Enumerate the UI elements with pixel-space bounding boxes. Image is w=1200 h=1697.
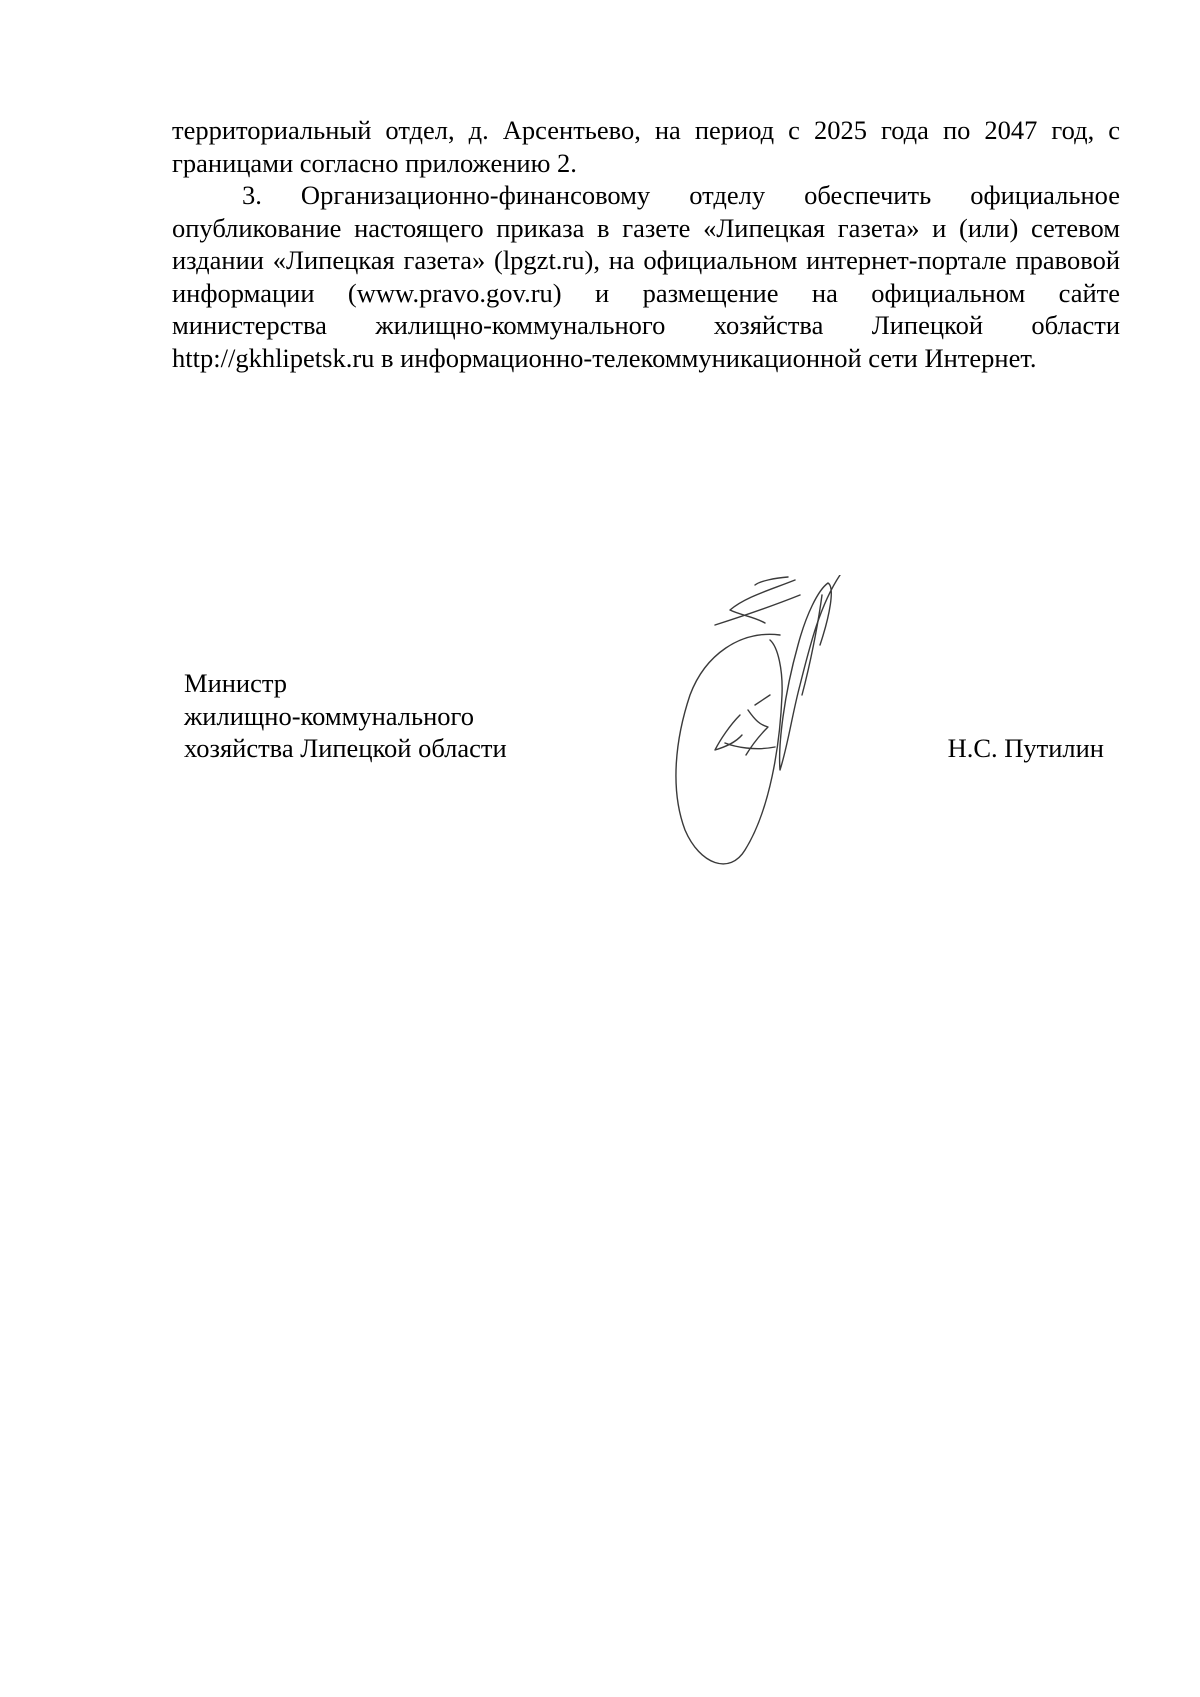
signer-name: Н.С. Путилин <box>947 733 1104 763</box>
paragraph-item-3: 3. Организационно-финансовому отделу обеспечить официальное опубликование настоящего приказа в газете «Липецкая газета» и (или) сетевом издании «Липецкая газета» (lpgzt.ru), на официальном интернет-портале правовой информации (www.pravo.gov.ru) и размещение на официальном сайте министерства жилищно-коммунального хозяйства Липецкой области http://gkhlipetsk.ru в информационно-телекоммуникационной сети Интернет. <box>172 180 1120 373</box>
signature-drawing <box>660 575 920 885</box>
paragraph-continuation: территориальный отдел, д. Арсентьево, на период с 2025 года по 2047 год, с границами согласно приложению 2. <box>172 115 1120 178</box>
handwritten-signature <box>660 575 920 885</box>
position-line-3: хозяйства Липецкой области <box>184 733 507 763</box>
position-line-1: Министр <box>184 668 288 698</box>
signatory-position <box>184 667 507 765</box>
document-body <box>172 114 1120 374</box>
position-line-2: жилищно-коммунального <box>184 700 474 731</box>
